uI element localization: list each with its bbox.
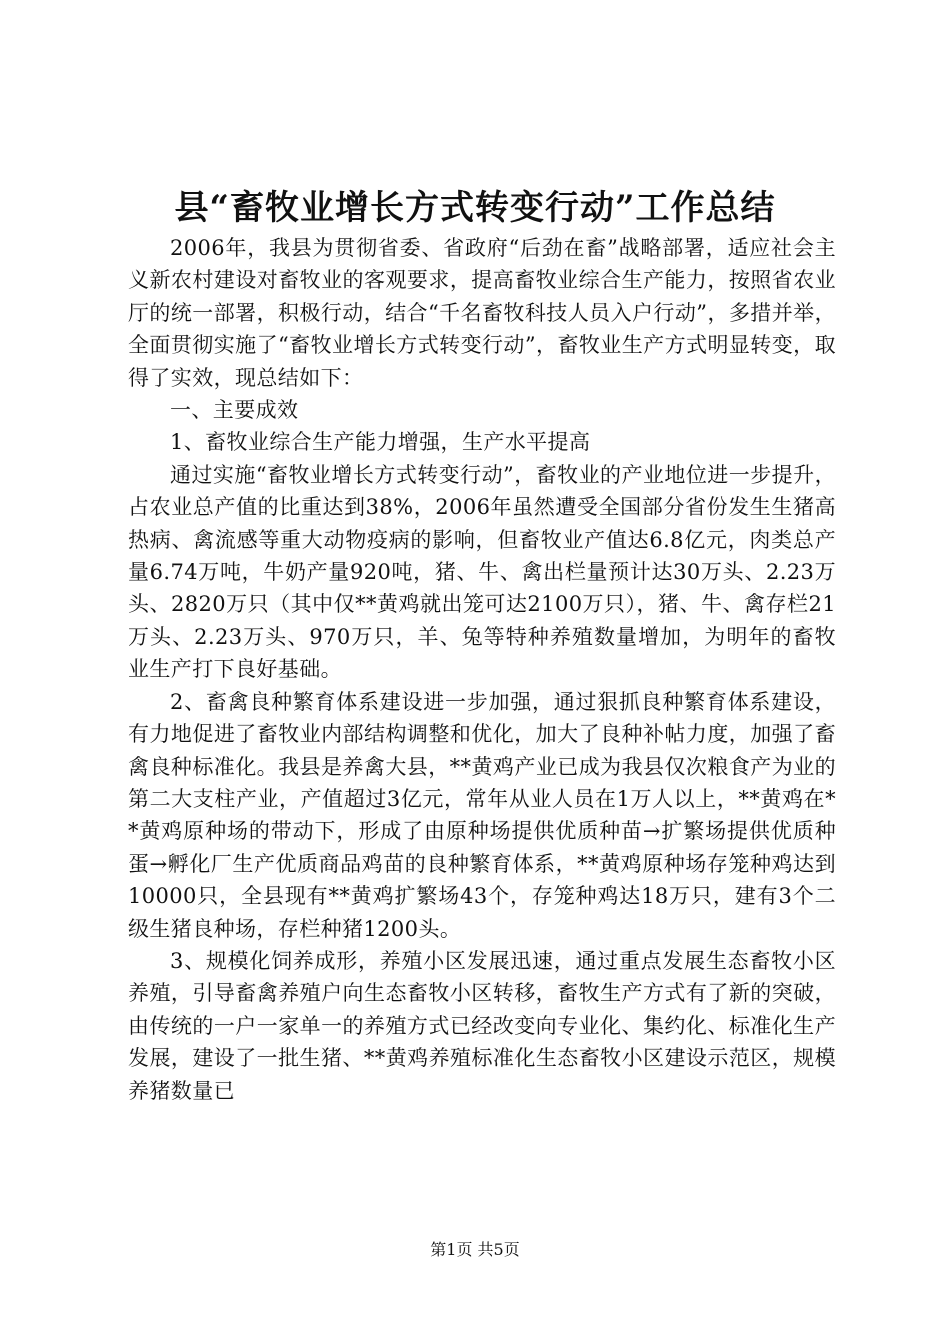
intro-paragraph: 2006年，我县为贯彻省委、省政府“后劲在畜”战略部署，适应社会主义新农村建设对畜牧业的客观要求，提高畜牧业综合生产能力，按照省农业厅的统一部署，积极行动，结合“千名畜牧科技人员入户行动”，多措并举，全面贯彻实施了“畜牧业增长方式转变行动”，畜牧业生产方式明显转变，取得了实效，现总结如下： xyxy=(128,236,836,390)
section-heading: 一、主要成效 xyxy=(170,398,299,423)
body-paragraph: 3、规模化饲养成形，养殖小区发展迅速，通过重点发展生态畜牧小区养殖，引导畜禽养殖户向生态畜牧小区转移，畜牧生产方式有了新的突破，由传统的一户一家单一的养殖方式已经改变向专业化、集约化、标准化生产发展，建设了一批生猪、**黄鸡养殖标准化生态畜牧小区建设示范区，规模养猪数量已 xyxy=(128,948,836,1103)
body-paragraph: 通过实施“畜牧业增长方式转变行动”，畜牧业的产业地位进一步提升，占农业总产值的比重达到38%，2006年虽然遭受全国部分省份发生生猪高热病、禽流感等重大动物疫病的影响，但畜牧业产值达6.8亿元，肉类总产量6.74万吨，牛奶产量920吨，猪、牛、禽出栏量预计达30万头、2.23万头、2820万只（其中仅**黄鸡就出笼可达2100万只），猪、牛、禽存栏21万头、2.23万头、970万只，羊、兔等特种养殖数量增加，为明年的畜牧业生产打下良好基础。 xyxy=(128,462,836,682)
subsection-heading: 1、畜牧业综合生产能力增强，生产水平提高 xyxy=(170,430,591,455)
document-title: 县“畜牧业增长方式转变行动”工作总结 xyxy=(174,188,776,228)
body-paragraph: 2、畜禽良种繁育体系建设进一步加强，通过狠抓良种繁育体系建设，有力地促进了畜牧业内部结构调整和优化，加大了良种补帖力度，加强了畜禽良种标准化。我县是养禽大县，**黄鸡产业已成为我县仅次粮食产为业的第二大支柱产业，产值超过3亿元，常年从业人员在1万人以上，**黄鸡在**黄鸡原种场的带动下，形成了由原种场提供优质种苗→扩繁场提供优质种蛋→孵化厂生产优质商品鸡苗的良种繁育体系，**黄鸡原种场存笼种鸡达到10000只，全县现有**黄鸡扩繁场43个，存笼种鸡达18万只，建有3个二级生猪良种场，存栏种猪1200头。 xyxy=(128,689,836,941)
page-number-footer: 第1页 共5页 xyxy=(430,1240,520,1259)
document-body xyxy=(128,232,836,1107)
